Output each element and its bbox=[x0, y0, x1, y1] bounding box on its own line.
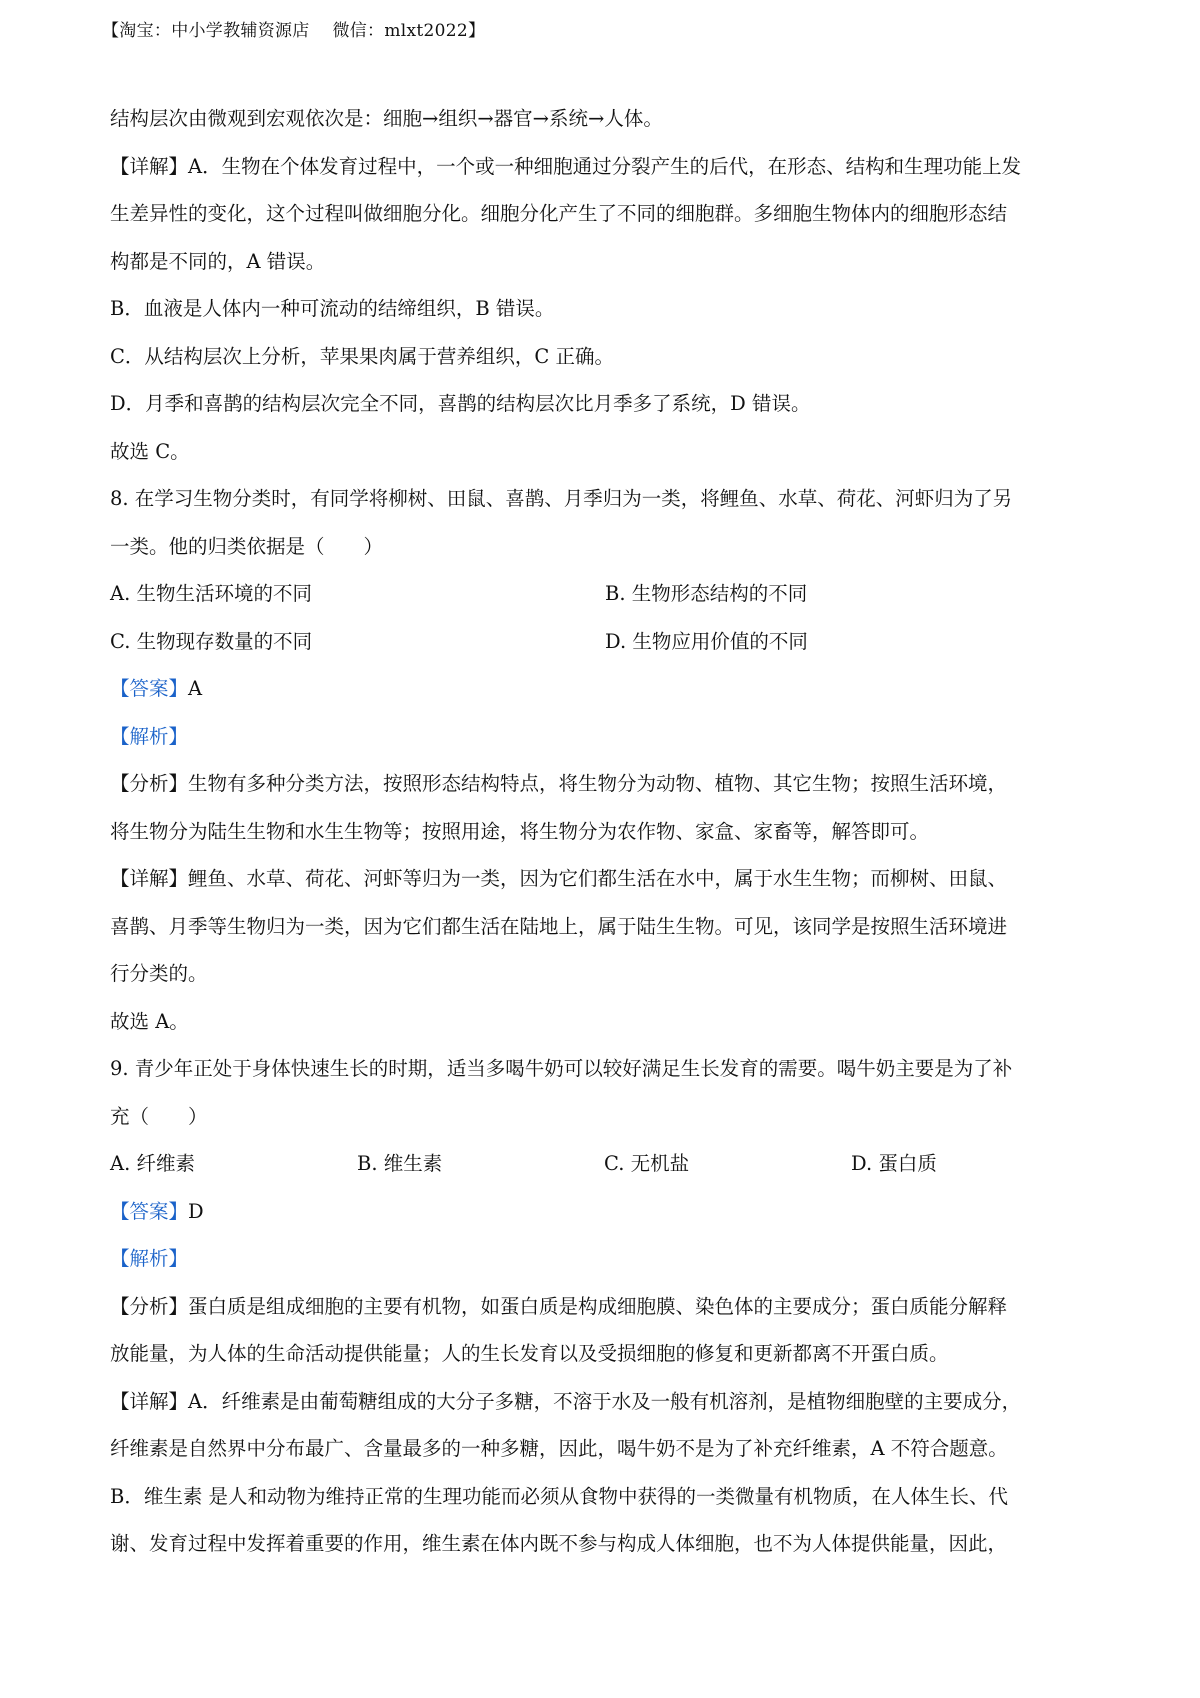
text-line: 【详解】鲤鱼、水草、荷花、河虾等归为一类，因为它们都生活在水中，属于水生生物；而柳树、田鼠、 bbox=[110, 867, 1008, 890]
wechat-info: 微信：mlxt2022】 bbox=[332, 21, 486, 41]
answer-line bbox=[110, 1188, 1100, 1236]
answer-label: 【答案】 bbox=[110, 677, 189, 700]
answer-label: 【答案】 bbox=[110, 1199, 189, 1223]
text-line: 生差异性的变化，这个过程叫做细胞分化。细胞分化产生了不同的细胞群。多细胞生物体内的细胞形态结 bbox=[110, 202, 1008, 225]
answer-line bbox=[110, 665, 1100, 713]
text-line: B．血液是人体内一种可流动的结缔组织，B 错误。 bbox=[110, 297, 555, 320]
question-8-stem: 8. 在学习生物分类时，有同学将柳树、田鼠、喜鹊、月季归为一类，将鲤鱼、水草、荷花、河虾归为了另 bbox=[110, 487, 1013, 510]
document-body bbox=[110, 95, 1100, 1568]
answer-value: D bbox=[188, 1199, 204, 1223]
question-9-options-row bbox=[110, 1140, 1100, 1188]
text-line: 行分类的。 bbox=[110, 962, 208, 985]
analysis-label: 【解析】 bbox=[110, 1247, 189, 1270]
shop-info: 【淘宝：中小学教辅资源店 bbox=[102, 21, 310, 41]
option-d: D. 生物应用价值的不同 bbox=[605, 629, 808, 653]
page-header bbox=[102, 16, 485, 41]
text-line: 纤维素是自然界中分布最广、含量最多的一种多糖，因此，喝牛奶不是为了补充纤维素，A 不符合题意。 bbox=[110, 1437, 1008, 1460]
question-8-stem: 一类。他的归类依据是（ ） bbox=[110, 534, 384, 558]
text-line: 【详解】A．纤维素是由葡萄糖组成的大分子多糖，不溶于水及一般有机溶剂，是植物细胞壁的主要成分， bbox=[110, 1389, 1022, 1413]
text-line: 放能量，为人体的生命活动提供能量；人的生长发育以及受损细胞的修复和更新都离不开蛋白质。 bbox=[110, 1342, 949, 1365]
text-line: B．维生素 是人和动物为维持正常的生理功能而必须从食物中获得的一类微量有机物质，在人体生长、代 bbox=[110, 1484, 1009, 1508]
text-line: 构都是不同的，A 错误。 bbox=[110, 249, 326, 273]
question-8-options-row bbox=[110, 570, 1100, 618]
text-line: 结构层次由微观到宏观依次是：细胞→组织→器官→系统→人体。 bbox=[110, 107, 663, 130]
analysis-label: 【解析】 bbox=[110, 724, 189, 748]
option-c: C. 生物现存数量的不同 bbox=[110, 629, 313, 653]
text-line: 谢、发育过程中发挥着重要的作用，维生素在体内既不参与构成人体细胞，也不为人体提供能量，因此， bbox=[110, 1532, 1008, 1555]
option-a: A. 纤维素 bbox=[110, 1152, 195, 1175]
question-9-stem: 充（ ） bbox=[110, 1104, 208, 1128]
option-b: B. 生物形态结构的不同 bbox=[605, 582, 808, 605]
text-line: 将生物分为陆生生物和水生生物等；按照用途，将生物分为农作物、家盒、家畜等，解答即可。 bbox=[110, 819, 930, 843]
text-line: 故选 C。 bbox=[110, 439, 190, 463]
answer-value: A bbox=[188, 677, 203, 700]
text-line: 【分析】生物有多种分类方法，按照形态结构特点，将生物分为动物、植物、其它生物；按照生活环境， bbox=[110, 772, 1008, 795]
question-8-options-row bbox=[110, 618, 1100, 666]
option-d: D. 蛋白质 bbox=[851, 1152, 937, 1175]
text-line: 【详解】A．生物在个体发育过程中，一个或一种细胞通过分裂产生的后代，在形态、结构和生理功能上发 bbox=[110, 154, 1022, 178]
text-line: D．月季和喜鹊的结构层次完全不同，喜鹊的结构层次比月季多了系统，D 错误。 bbox=[110, 392, 811, 415]
text-line: C．从结构层次上分析，苹果果肉属于营养组织，C 正确。 bbox=[110, 344, 615, 368]
text-line: 喜鹊、月季等生物归为一类，因为它们都生活在陆地上，属于陆生生物。可见，该同学是按照生活环境进 bbox=[110, 914, 1008, 938]
option-b: B. 维生素 bbox=[357, 1152, 443, 1175]
question-9-stem: 9. 青少年正处于身体快速生长的时期，适当多喝牛奶可以较好满足生长发育的需要。喝牛奶主要是为了补 bbox=[110, 1057, 1013, 1080]
text-line: 【分析】蛋白质是组成细胞的主要有机物，如蛋白质是构成细胞膜、染色体的主要成分；蛋白质能分解释 bbox=[110, 1294, 1008, 1318]
option-c: C. 无机盐 bbox=[604, 1152, 690, 1175]
text-line: 故选 A。 bbox=[110, 1009, 189, 1033]
option-a: A. 生物生活环境的不同 bbox=[110, 582, 312, 605]
